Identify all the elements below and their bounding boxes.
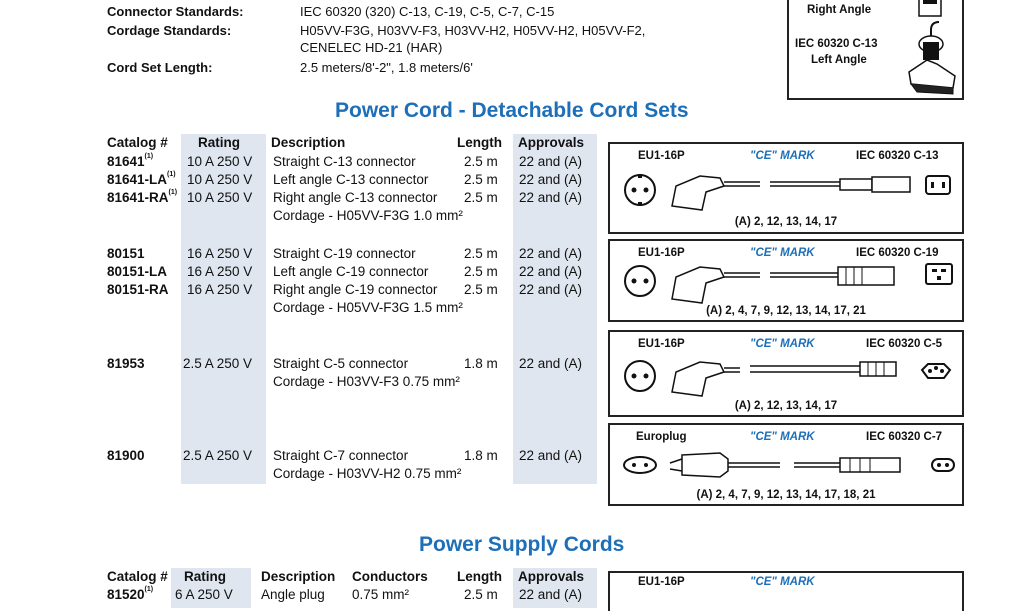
cord-diagram-c13 <box>608 142 964 234</box>
table-row-catalog: 80151-RA <box>107 282 169 297</box>
table-row-rating: 10 A 250 V <box>187 190 253 205</box>
panel-approvals: (A) 2, 4, 7, 9, 12, 13, 14, 17, 18, 21 <box>696 489 876 501</box>
spec-value-cordage-cont: CENELEC HD-21 (HAR) <box>300 40 443 55</box>
cord-diagram-c19 <box>608 239 964 322</box>
table-row-description: Left angle C-13 connector <box>273 172 429 187</box>
table-row-cordage: Cordage - H03VV-F3 0.75 mm² <box>273 374 460 389</box>
header-catalog: Catalog # <box>107 135 168 150</box>
spec-label-connector: Connector Standards: <box>107 4 244 19</box>
panel-plug-label: EU1-16P <box>638 338 685 350</box>
panel-connector-label: IEC 60320 C-7 <box>866 431 943 443</box>
connector-angle-figure <box>787 0 964 100</box>
table-row-description: Straight C-19 connector <box>273 246 416 261</box>
table-row-description: Straight C-7 connector <box>273 448 409 463</box>
table-row-approvals: 22 and (A) <box>519 190 583 205</box>
header-description: Description <box>261 569 336 584</box>
table-row-approvals: 22 and (A) <box>519 448 583 463</box>
header-length: Length <box>457 135 502 150</box>
header-rating: Rating <box>184 569 226 584</box>
table-row-conductors: 0.75 mm² <box>352 587 410 602</box>
table-row-description: Left angle C-19 connector <box>273 264 429 279</box>
spec-value-connector: IEC 60320 (320) C-13, C-19, C-5, C-7, C-15 <box>300 4 555 19</box>
table-row-length: 1.8 m <box>464 448 498 463</box>
spec-label-cordage: Cordage Standards: <box>107 23 232 38</box>
table-row-length: 2.5 m <box>464 172 498 187</box>
panel-plug-label: EU1-16P <box>638 576 685 588</box>
table-row-catalog: 81641-LA$^{(1)}$ <box>107 171 176 187</box>
table-row-rating: 16 A 250 V <box>187 282 253 297</box>
table-row-length: 1.8 m <box>464 356 498 371</box>
table-row-cordage: Cordage - H03VV-H2 0.75 mm² <box>273 466 462 481</box>
header-approvals: Approvals <box>518 135 585 150</box>
header-length: Length <box>457 569 502 584</box>
table-row-catalog: 80151 <box>107 246 145 261</box>
table-row-description: Straight C-5 connector <box>273 356 409 371</box>
figure-label-left-angle: Left Angle <box>811 54 867 66</box>
cord-diagram-supply <box>608 571 964 611</box>
table-row-length: 2.5 m <box>464 246 498 261</box>
table-row-length: 2.5 m <box>464 282 498 297</box>
table-row-length: 2.5 m <box>464 190 498 205</box>
header-description: Description <box>271 135 346 150</box>
table-row-rating: 10 A 250 V <box>187 172 253 187</box>
table-row-catalog: 81641$^{(1)}$ <box>107 153 154 169</box>
table-row-approvals: 22 and (A) <box>519 246 583 261</box>
table-row-cordage: Cordage - H05VV-F3G 1.5 mm² <box>273 300 463 315</box>
table-row-approvals: 22 and (A) <box>519 172 583 187</box>
section-title-detachable: Power Cord - Detachable Cord Sets <box>335 99 689 122</box>
panel-plug-label: EU1-16P <box>638 150 685 162</box>
table-row-catalog: 81641-RA$^{(1)}$ <box>107 189 178 205</box>
table-row-approvals: 22 and (A) <box>519 587 583 602</box>
panel-connector-label: IEC 60320 C-19 <box>856 247 939 259</box>
panel-approvals: (A) 2, 4, 7, 9, 12, 13, 14, 17, 21 <box>706 305 866 317</box>
cord-drawing <box>610 259 962 309</box>
table-row-approvals: 22 and (A) <box>519 154 583 169</box>
header-catalog: Catalog # <box>107 569 168 584</box>
table-row-approvals: 22 and (A) <box>519 264 583 279</box>
panel-ce-mark: "CE" MARK <box>750 576 815 588</box>
panel-ce-mark: "CE" MARK <box>750 150 815 162</box>
table-row-description: Right angle C-19 connector <box>273 282 438 297</box>
table-row-cordage: Cordage - H05VV-F3G 1.0 mm² <box>273 208 463 223</box>
cord-diagram-c7 <box>608 423 964 506</box>
table-row-rating: 16 A 250 V <box>187 264 253 279</box>
cord-drawing <box>610 445 962 489</box>
panel-ce-mark: "CE" MARK <box>750 247 815 259</box>
panel-approvals: (A) 2, 12, 13, 14, 17 <box>734 400 838 412</box>
panel-plug-label: Europlug <box>636 431 687 443</box>
panel-ce-mark: "CE" MARK <box>750 338 815 350</box>
spec-value-cordage: H05VV-F3G, H03VV-F3, H03VV-H2, H05VV-H2, H05VV-F2, <box>300 23 646 38</box>
panel-connector-label: IEC 60320 C-13 <box>856 150 939 162</box>
table-row-length: 2.5 m <box>464 587 498 602</box>
table-row-rating: 10 A 250 V <box>187 154 253 169</box>
table-row-rating: 6 A 250 V <box>175 587 233 602</box>
header-approvals: Approvals <box>518 569 585 584</box>
cord-drawing <box>610 352 962 402</box>
table-row-approvals: 22 and (A) <box>519 282 583 297</box>
table-row-rating: 2.5 A 250 V <box>183 356 253 371</box>
panel-approvals: (A) 2, 12, 13, 14, 17 <box>734 216 838 228</box>
panel-connector-label: IEC 60320 C-5 <box>866 338 943 350</box>
table-row-catalog: 80151-LA <box>107 264 168 279</box>
header-conductors: Conductors <box>352 569 428 584</box>
cord-diagram-c5 <box>608 330 964 417</box>
figure-label-c13: IEC 60320 C-13 <box>795 38 878 50</box>
table-row-description: Angle plug <box>261 587 325 602</box>
panel-plug-label: EU1-16P <box>638 247 685 259</box>
table-row-rating: 16 A 250 V <box>187 246 253 261</box>
table-row-length: 2.5 m <box>464 264 498 279</box>
panel-ce-mark: "CE" MARK <box>750 431 815 443</box>
table-row-catalog: 81520$^{(1)}$ <box>107 586 154 602</box>
table-row-description: Straight C-13 connector <box>273 154 416 169</box>
table-row-catalog: 81900 <box>107 448 145 463</box>
table-row-description: Right angle C-13 connector <box>273 190 438 205</box>
table-row-approvals: 22 and (A) <box>519 356 583 371</box>
figure-label-right-angle: Right Angle <box>807 4 872 16</box>
spec-value-length: 2.5 meters/8'-2", 1.8 meters/6' <box>300 60 473 75</box>
header-rating: Rating <box>198 135 240 150</box>
cord-drawing <box>610 166 962 216</box>
spec-label-length: Cord Set Length: <box>107 60 213 75</box>
table-row-length: 2.5 m <box>464 154 498 169</box>
angle-connector-drawing <box>897 0 963 98</box>
table-row-catalog: 81953 <box>107 356 145 371</box>
section-title-power-supply: Power Supply Cords <box>419 533 625 556</box>
table-row-rating: 2.5 A 250 V <box>183 448 253 463</box>
